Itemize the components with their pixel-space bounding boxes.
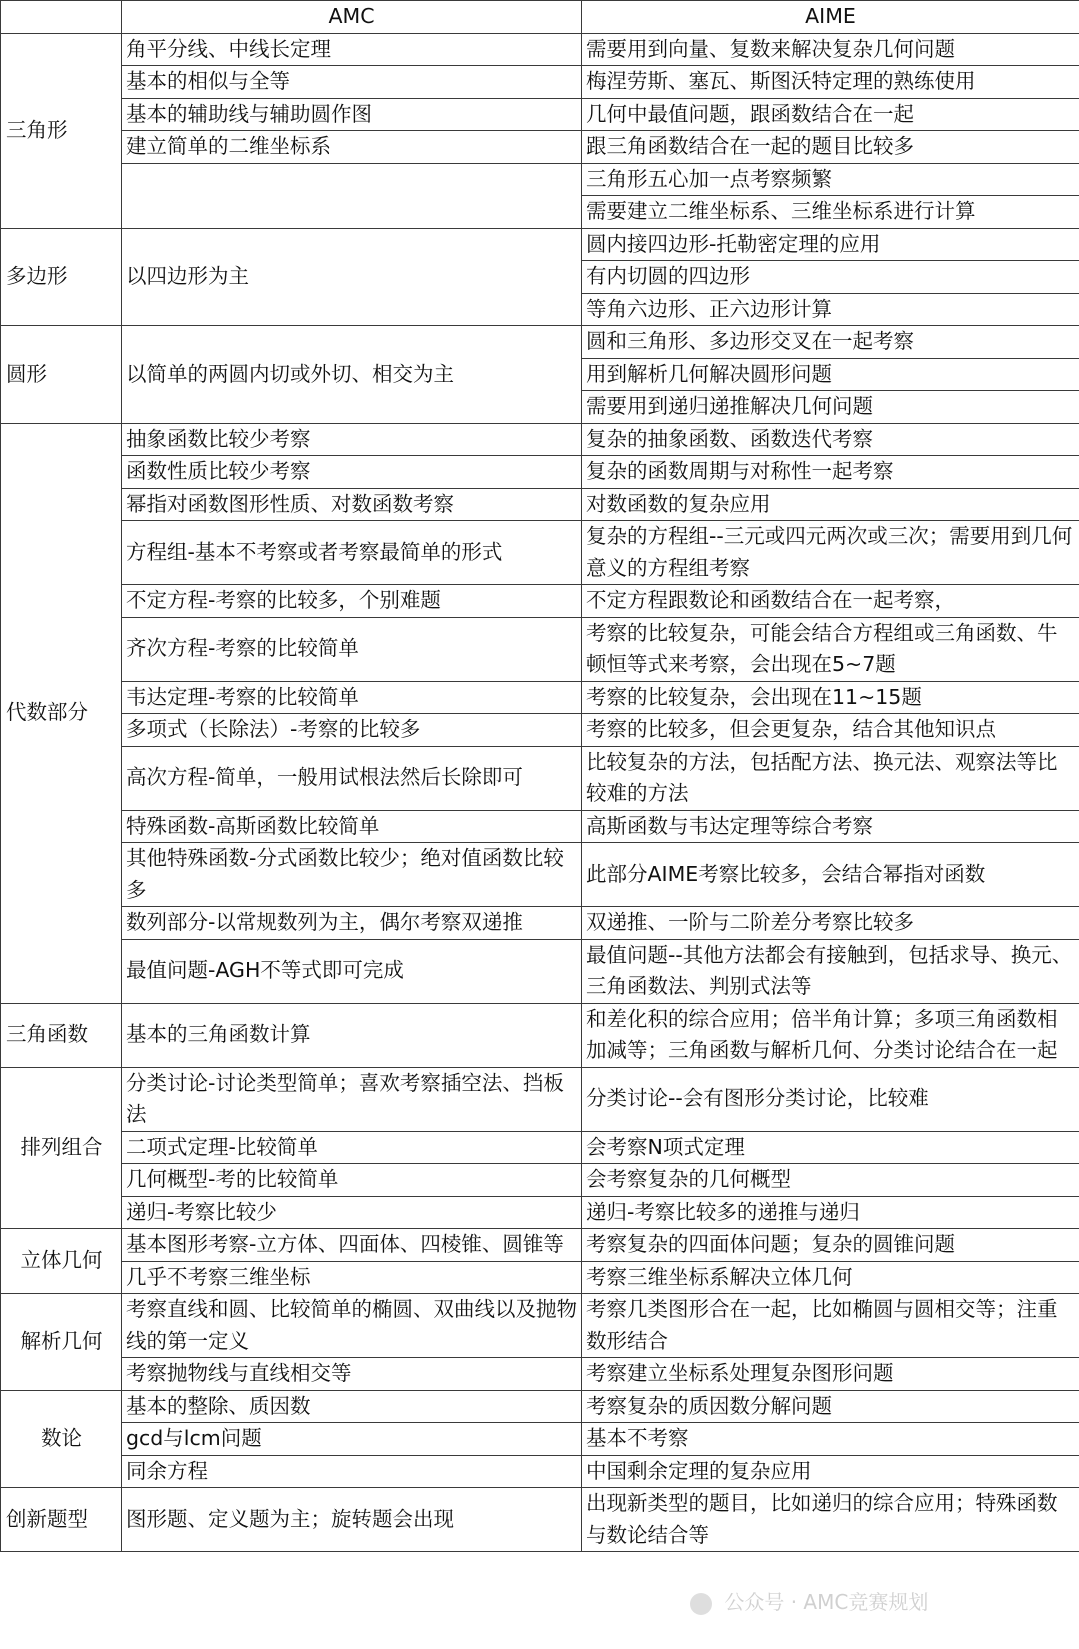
table-row: [1, 98, 1079, 131]
amc-cell: 二项式定理-比较简单: [122, 1131, 582, 1164]
aime-cell: 用到解析几何解决圆形问题: [582, 358, 1079, 391]
table-row: [1, 1131, 1079, 1164]
aime-cell: 圆内接四边形-托勒密定理的应用: [582, 228, 1079, 261]
aime-cell: 对数函数的复杂应用: [582, 488, 1079, 521]
table-row: [1, 228, 1079, 261]
category-algebra: 代数部分: [1, 423, 122, 1003]
table-row: [1, 907, 1079, 940]
table-row: [1, 585, 1079, 618]
table-row: [1, 843, 1079, 907]
table-row: [1, 1261, 1079, 1294]
amc-cell: 图形题、定义题为主；旋转题会出现: [122, 1488, 582, 1552]
amc-cell: gcd与lcm问题: [122, 1423, 582, 1456]
wechat-logo-icon: [690, 1593, 712, 1615]
amc-cell: 方程组-基本不考察或者考察最简单的形式: [122, 521, 582, 585]
table-row: [1, 617, 1079, 681]
amc-cell: 不定方程-考察的比较多，个别难题: [122, 585, 582, 618]
aime-cell: 比较复杂的方法，包括配方法、换元法、观察法等比较难的方法: [582, 746, 1079, 810]
header-category: [1, 1, 122, 34]
table-row: [1, 1455, 1079, 1488]
aime-cell: 出现新类型的题目，比如递归的综合应用；特殊函数与数论结合等: [582, 1488, 1079, 1552]
table-row: [1, 163, 1079, 196]
aime-cell: 会考察复杂的几何概型: [582, 1164, 1079, 1197]
table-row: [1, 1390, 1079, 1423]
amc-cell: 同余方程: [122, 1455, 582, 1488]
aime-cell: 考察复杂的质因数分解问题: [582, 1390, 1079, 1423]
aime-cell: 复杂的函数周期与对称性一起考察: [582, 456, 1079, 489]
amc-cell: 齐次方程-考察的比较简单: [122, 617, 582, 681]
watermark-text: 公众号 · AMC竞赛规划: [724, 1590, 929, 1614]
aime-cell: 复杂的方程组--三元或四元两次或三次；需要用到几何意义的方程组考察: [582, 521, 1079, 585]
amc-cell: 基本的相似与全等: [122, 66, 582, 99]
aime-cell: 考察的比较复杂，可能会结合方程组或三角函数、牛顿恒等式来考察，会出现在5~7题: [582, 617, 1079, 681]
amc-cell: 抽象函数比较少考察: [122, 423, 582, 456]
header-row: [1, 1, 1079, 34]
table-row: [1, 939, 1079, 1003]
aime-cell: 考察几类图形合在一起，比如椭圆与圆相交等；注重数形结合: [582, 1294, 1079, 1358]
table-row: [1, 456, 1079, 489]
amc-cell: 角平分线、中线长定理: [122, 33, 582, 66]
amc-cell: 以简单的两圆内切或外切、相交为主: [122, 326, 582, 424]
aime-cell: 分类讨论--会有图形分类讨论，比较难: [582, 1067, 1079, 1131]
aime-cell: 不定方程跟数论和函数结合在一起考察，: [582, 585, 1079, 618]
aime-cell: 考察的比较复杂，会出现在11~15题: [582, 681, 1079, 714]
table-row: [1, 488, 1079, 521]
amc-cell: 考察直线和圆、比较简单的椭圆、双曲线以及抛物线的第一定义: [122, 1294, 582, 1358]
aime-cell: 需要建立二维坐标系、三维坐标系进行计算: [582, 196, 1079, 229]
aime-cell: 梅涅劳斯、塞瓦、斯图沃特定理的熟练使用: [582, 66, 1079, 99]
table-row: [1, 681, 1079, 714]
table-row: [1, 1488, 1079, 1552]
table-row: [1, 1196, 1079, 1229]
aime-cell: 考察三维坐标系解决立体几何: [582, 1261, 1079, 1294]
aime-cell: 会考察N项式定理: [582, 1131, 1079, 1164]
amc-cell: 高次方程-简单，一般用试根法然后长除即可: [122, 746, 582, 810]
amc-cell: 其他特殊函数-分式函数比较少；绝对值函数比较多: [122, 843, 582, 907]
aime-cell: 几何中最值问题，跟函数结合在一起: [582, 98, 1079, 131]
aime-cell: 此部分AIME考察比较多，会结合幂指对函数: [582, 843, 1079, 907]
table-row: [1, 326, 1079, 359]
category-triangle: 三角形: [1, 33, 122, 228]
amc-cell: 建立简单的二维坐标系: [122, 131, 582, 164]
amc-cell: 幂指对函数图形性质、对数函数考察: [122, 488, 582, 521]
aime-cell: 三角形五心加一点考察频繁: [582, 163, 1079, 196]
amc-cell: 多项式（长除法）-考察的比较多: [122, 714, 582, 747]
category-analytic-geometry: 解析几何: [1, 1294, 122, 1391]
table-row: [1, 1003, 1079, 1067]
table-row: [1, 33, 1079, 66]
aime-cell: 等角六边形、正六边形计算: [582, 293, 1079, 326]
table-row: [1, 521, 1079, 585]
amc-cell: 几乎不考察三维坐标: [122, 1261, 582, 1294]
amc-cell: 韦达定理-考察的比较简单: [122, 681, 582, 714]
amc-cell: 数列部分-以常规数列为主，偶尔考察双递推: [122, 907, 582, 940]
category-innovation: 创新题型: [1, 1488, 122, 1552]
aime-cell: 跟三角函数结合在一起的题目比较多: [582, 131, 1079, 164]
category-solid-geometry: 立体几何: [1, 1229, 122, 1294]
aime-cell: 中国剩余定理的复杂应用: [582, 1455, 1079, 1488]
amc-cell: 函数性质比较少考察: [122, 456, 582, 489]
table-row: [1, 1294, 1079, 1358]
amc-cell: 考察抛物线与直线相交等: [122, 1358, 582, 1391]
aime-cell: 最值问题--其他方法都会有接触到，包括求导、换元、三角函数法、判别式法等: [582, 939, 1079, 1003]
header-amc: AMC: [122, 1, 582, 34]
category-circle: 圆形: [1, 326, 122, 424]
amc-cell-empty: [122, 163, 582, 228]
amc-cell: 几何概型-考的比较简单: [122, 1164, 582, 1197]
category-trig: 三角函数: [1, 1003, 122, 1067]
aime-cell: 需要用到向量、复数来解决复杂几何问题: [582, 33, 1079, 66]
aime-cell: 双递推、一阶与二阶差分考察比较多: [582, 907, 1079, 940]
amc-cell: 最值问题-AGH不等式即可完成: [122, 939, 582, 1003]
aime-cell: 圆和三角形、多边形交叉在一起考察: [582, 326, 1079, 359]
aime-cell: 基本不考察: [582, 1423, 1079, 1456]
table-row: [1, 746, 1079, 810]
table-row: [1, 1229, 1079, 1262]
aime-cell: 递归-考察比较多的递推与递归: [582, 1196, 1079, 1229]
aime-cell: 和差化积的综合应用；倍半角计算；多项三角函数相加减等；三角函数与解析几何、分类讨论结合在一起: [582, 1003, 1079, 1067]
table-row: [1, 1358, 1079, 1391]
amc-cell: 递归-考察比较少: [122, 1196, 582, 1229]
category-number-theory: 数论: [1, 1390, 122, 1488]
aime-cell: 复杂的抽象函数、函数迭代考察: [582, 423, 1079, 456]
aime-cell: 考察复杂的四面体问题；复杂的圆锥问题: [582, 1229, 1079, 1262]
table-row: [1, 131, 1079, 164]
table-row: [1, 1164, 1079, 1197]
table-row: [1, 714, 1079, 747]
amc-cell: 特殊函数-高斯函数比较简单: [122, 810, 582, 843]
amc-cell: 分类讨论-讨论类型简单；喜欢考察插空法、挡板法: [122, 1067, 582, 1131]
aime-cell: 考察建立坐标系处理复杂图形问题: [582, 1358, 1079, 1391]
aime-cell: 需要用到递归递推解决几何问题: [582, 391, 1079, 424]
table-row: [1, 1423, 1079, 1456]
table-row: [1, 1067, 1079, 1131]
amc-cell: 基本图形考察-立方体、四面体、四棱锥、圆锥等: [122, 1229, 582, 1262]
header-aime: AIME: [582, 1, 1079, 34]
aime-cell: 考察的比较多，但会更复杂，结合其他知识点: [582, 714, 1079, 747]
table-row: [1, 810, 1079, 843]
amc-cell: 基本的整除、质因数: [122, 1390, 582, 1423]
category-combinatorics: 排列组合: [1, 1067, 122, 1229]
amc-cell: 基本的辅助线与辅助圆作图: [122, 98, 582, 131]
watermark: [690, 1586, 928, 1615]
table-row: [1, 423, 1079, 456]
amc-cell: 以四边形为主: [122, 228, 582, 326]
aime-cell: 高斯函数与韦达定理等综合考察: [582, 810, 1079, 843]
category-polygon: 多边形: [1, 228, 122, 326]
table-row: [1, 66, 1079, 99]
amc-cell: 基本的三角函数计算: [122, 1003, 582, 1067]
aime-cell: 有内切圆的四边形: [582, 261, 1079, 294]
